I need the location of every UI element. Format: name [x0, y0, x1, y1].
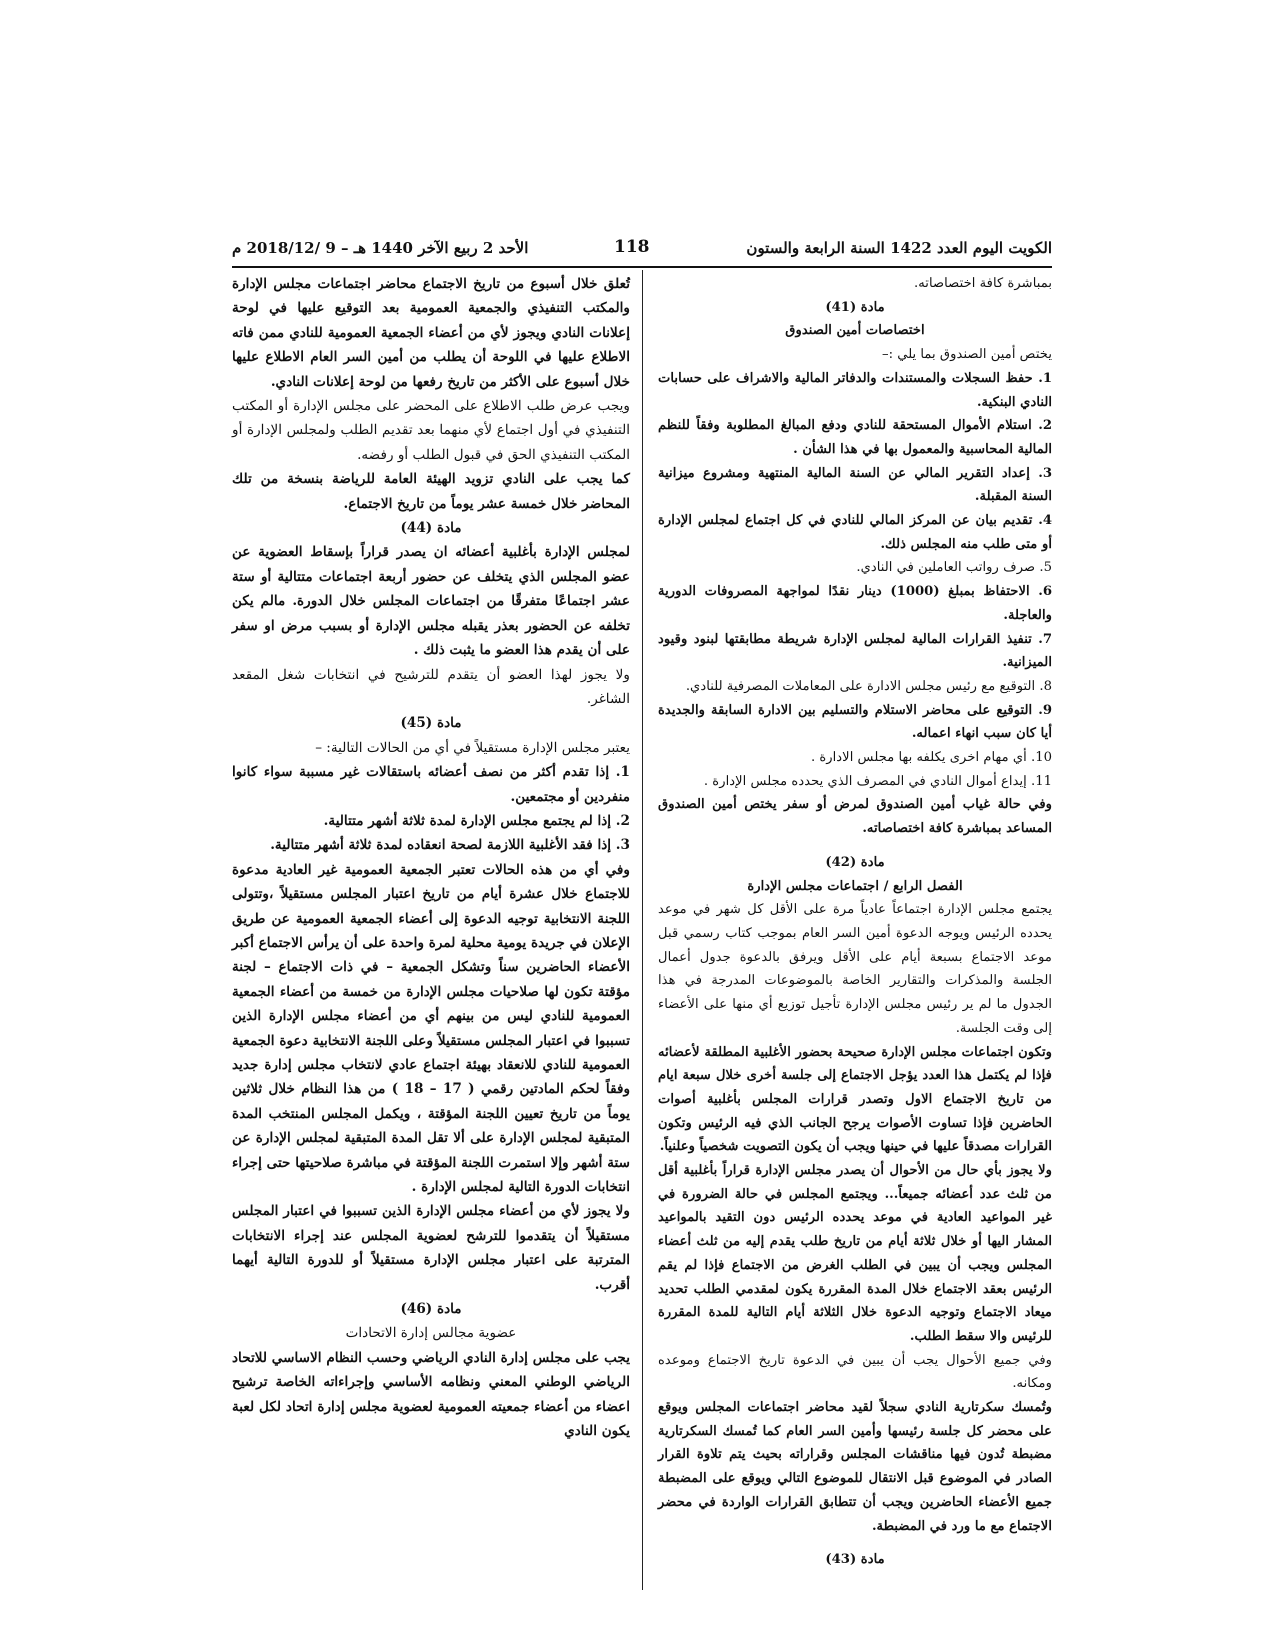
- article-41-item: 3. إعداد التقرير المالي عن السنة المالية المنتهية ومشروع ميزانية السنة المقبلة.: [658, 465, 1052, 505]
- article-41-item: 2. استلام الأموال المستحقة للنادي ودفع المبالغ المطلوبة وفقاً للنظم المالية المحاسبية والمعمول بها في هذا الشأن .: [658, 418, 1052, 457]
- article-41-closing: وفي حالة غياب أمين الصندوق لمرض أو سفر يختص أمين الصندوق المساعد بمباشرة كافة اختصاصاته.: [658, 797, 1052, 837]
- article-41-item: 4. تقديم بيان عن المركز المالي للنادي في كل اجتماع لمجلس الإدارة أو متى طلب منه المجلس ذلك.: [658, 513, 1052, 552]
- article-43-heading: مادة (43): [825, 1552, 885, 1568]
- article-42-paragraph: وفي جميع الأحوال يجب أن يبين في الدعوة تاريخ الاجتماع وموعده ومكانه.: [658, 1352, 1052, 1392]
- article-41-heading: مادة (41): [825, 299, 885, 315]
- article-42-paragraph: يجتمع مجلس الإدارة اجتماعاً عادياً مرة على الأقل كل شهر في موعد يحدده الرئيس ويوجه الدعوة أمين السر العام بموجب كتاب رسمي قبل موعد الاجتماع بسبعة أيام على الأقل ويرفق بالدعوة جدول أعمال الجلسة والمذكرات والتقارير الخاصة بالموضوعات المدرجة في هذا الجدول ما لم ير رئيس مجلس الإدارة تأجيل توزيع أي منها على الأعضاء إلى وقت الجلسة.: [658, 902, 1052, 1036]
- article-46-paragraph: يجب على مجلس إدارة النادي الرياضي وحسب النظام الاساسي للاتحاد الرياضي الوطني المعني ونظامه الأساسي وإجراءاته الخاصة ترشيح اعضاء من أعضاء جمعيته العمومية لعضوية مجلس إدارة اتحاد لكل لعبة يكون النادي: [232, 1349, 630, 1440]
- article-41-item: 7. تنفيذ القرارات المالية لمجلس الإدارة شريطة مطابقتها لبنود وقيود الميزانية.: [658, 631, 1052, 671]
- header-page-number: 118: [614, 237, 650, 257]
- article-41-title: اختصاصات أمين الصندوق: [785, 323, 925, 339]
- article-43-paragraph: كما يجب على النادي تزويد الهيئة العامة للرياضة بنسخة من تلك المحاضر خلال خمسة عشر يوماً من تاريخ الاجتماع.: [232, 471, 630, 512]
- article-45-item: 1. إذا تقدم أكثر من نصف أعضائه باستقالات غير مسببة سواء كانوا منفردين أو مجتمعين.: [232, 764, 630, 805]
- article-45-heading: مادة (45): [400, 715, 462, 732]
- article-41-item: 9. التوقيع على محاضر الاستلام والتسليم بين الادارة السابقة والجديدة أيا كان سبب انهاء اعماله.: [658, 702, 1052, 742]
- article-41-item: 8. التوقيع مع رئيس مجلس الادارة على المعاملات المصرفية للنادي.: [685, 678, 1052, 694]
- column-divider: [642, 270, 643, 1590]
- article-41-item: 5. صرف رواتب العاملين في النادي.: [856, 560, 1052, 576]
- article-42-paragraph: ولا يجوز بأي حال من الأحوال أن يصدر مجلس الإدارة قراراً بأغلبية أقل من ثلث عدد أعضائه جميعاً... ويجتمع المجلس في حالة الضرورة في غير المواعيد العادية في موعد يحدده الرئيس دون التقيد بالمواعيد المشار اليها أو خلال ثلاثة أيام من تاريخ طلب يقدم إليه من ثلث أعضاء المجلس ويجب أن يبين في الطلب الغرض من الاجتماع فإذا لم يقم الرئيس بعقد الاجتماع خلال المدة المقررة يكون لمقدمي الطلب تحديد ميعاد الاجتماع وتوجيه الدعوة خلال الثلاثة أيام التالية للمدة المقررة للرئيس والا سقط الطلب.: [658, 1163, 1052, 1344]
- article-42-title: الفصل الرابع / اجتماعات مجلس الإدارة: [747, 878, 963, 894]
- article-41-item: 6. الاحتفاظ بمبلغ (1000) دينار نقدًا لمواجهة المصروفات الدورية والعاجلة.: [658, 584, 1052, 623]
- article-42-paragraph: وتُمسك سكرتارية النادي سجلاً لقيد محاضر اجتماعات المجلس ويوقع على محضر كل جلسة رئيسها وأمين السر العام كما تُمسك السكرتارية مضبطة تُدون فيها مناقشات المجلس وقراراته بحيث يتم تلاوة القرار الصادر في الموضوع قبل الانتقال للموضوع التالي ويوقع على المضبطة جميع الأعضاء الحاضرين ويجب أن تتطابق القرارات الواردة في محضر الاجتماع مع ما ورد في المضبطة.: [658, 1400, 1052, 1534]
- left-column: [232, 272, 630, 1444]
- article-43-paragraph: تُعلق خلال أسبوع من تاريخ الاجتماع محاضر اجتماعات مجلس الإدارة والمكتب التنفيذي والجمعية العمومية بعد التوقيع عليها في لوحة إعلانات النادي ويجوز لأي من أعضاء الجمعية العمومية للنادي ممن فاته الاطلاع عليها في اللوحة أن يطلب من أمين السر العام الاطلاع عليها خلال أسبوع على الأكثر من تاريخ رفعها من لوحة إعلانات النادي.: [232, 276, 630, 390]
- article-41-item: 1. حفظ السجلات والمستندات والدفاتر المالية والاشراف على حسابات النادي البنكية.: [658, 370, 1052, 410]
- article-46-heading: مادة (46): [400, 1301, 462, 1318]
- article-45-item: 2. إذا لم يجتمع مجلس الإدارة لمدة ثلاثة أشهر متتالية.: [323, 812, 630, 829]
- article-42-heading: مادة (42): [825, 854, 885, 870]
- article-45-item: 3. إذا فقد الأغلبية اللازمة لصحة انعقاده لمدة ثلاثة أشهر متتالية.: [270, 837, 630, 854]
- article-44-heading: مادة (44): [400, 520, 462, 537]
- header-rule: [232, 266, 1052, 268]
- article-44-paragraph: لمجلس الإدارة بأغلبية أعضائه ان يصدر قراراً بإسقاط العضوية عن عضو المجلس الذي يتخلف عن حضور أربعة اجتماعات متتالية أو ستة عشر اجتماعًا متفرقًا من اجتماعات المجلس خلال الدورة. مالم يكن تخلفه عن الحضور بعذر يقبله مجلس الإدارة أو بسبب مرض او سفر على أن يقدم هذا العضو ما يثبت ذلك .: [232, 544, 630, 659]
- article-45-lead: يعتبر مجلس الإدارة مستقيلاً في أي من الحالات التالية: –: [315, 739, 630, 756]
- article-43-paragraph: ويجب عرض طلب الاطلاع على المحضر على مجلس الإدارة أو المكتب التنفيذي في أول اجتماع لأي منهما بعد تقديم الطلب ولمجلس الإدارة أو المكتب التنفيذي الحق في قبول الطلب أو رفضه.: [232, 398, 630, 463]
- header-date: الأحد 2 ربيع الآخر 1440 هـ – 9 /2018/12 م: [232, 239, 529, 257]
- article-46-title: عضوية مجالس إدارة الاتحادات: [345, 1325, 517, 1342]
- header-publication: الكويت اليوم العدد 1422 السنة الرابعة والستون: [746, 239, 1052, 257]
- article-42-paragraph: وتكون اجتماعات مجلس الإدارة صحيحة بحضور الأغلبية المطلقة لأعضائه فإذا لم يكتمل هذا العدد يؤجل الاجتماع إلى جلسة أخرى خلال سبعة ايام من تاريخ الاجتماع الاول وتصدر قرارات المجلس بأغلبية أصوات الحاضرين فإذا تساوت الأصوات يرجح الجانب الذي فيه الرئيس وتكون القرارات مصدقاً عليها في حينها ويجب أن يكون التصويت شخصياً وعلنياً.: [658, 1044, 1052, 1155]
- article-41-lead: يختص أمين الصندوق بما يلي :–: [881, 347, 1052, 363]
- continuation-text: بمباشرة كافة اختصاصاته.: [914, 276, 1052, 291]
- right-column: [658, 272, 1052, 1572]
- article-41-item: 10. أي مهام اخرى يكلفه بها مجلس الادارة .: [810, 750, 1052, 766]
- article-45-paragraph: وفي أي من هذه الحالات تعتبر الجمعية العمومية غير العادية مدعوة للاجتماع خلال عشرة أيام من تاريخ اعتبار المجلس مستقيلاً ،وتتولى اللجنة الانتخابية توجيه الدعوة إلى أعضاء الجمعية العمومية عن طريق الإعلان في جريدة يومية محلية لمرة واحدة على أن يرأس الاجتماع أكبر الأعضاء الحاضرين سناً وتشكل الجمعية – في ذات الاجتماع – لجنة مؤقتة تكون لها صلاحيات مجلس الإدارة من خمسة من أعضاء الجمعية العمومية للنادي ليس من بينهم أي من أعضاء مجلس الإدارة الذين تسببوا في اعتبار المجلس مستقيلاً وعلى اللجنة الانتخابية دعوة الجمعية العمومية للنادي للانعقاد بهيئة اجتماع عادي لانتخاب مجلس إدارة جديد وفقاً لحكم المادتين رقمي ( 17 – 18 ) من هذا النظام خلال ثلاثين يوماً من تاريخ تعيين اللجنة المؤقتة ، ويكمل المجلس المنتخب المدة المتبقية لمجلس الإدارة على ألا تقل المدة المتبقية لمجلس الإدارة عن ستة أشهر وإلا استمرت اللجنة المؤقتة في مباشرة صلاحيتها حتى إجراء انتخابات الدورة التالية لمجلس الإدارة .: [232, 861, 631, 1196]
- article-45-paragraph: ولا يجوز لأي من أعضاء مجلس الإدارة الذين تسببوا في اعتبار المجلس مستقيلاً أن يتقدموا للترشح لعضوية المجلس عند إجراء الانتخابات المترتبة على اعتبار مجلس الإدارة مستقيلاً أو للدورة التالية أيهما أقرب.: [232, 1203, 630, 1293]
- article-44-paragraph: ولا يجوز لهذا العضو أن يتقدم للترشيح في انتخابات شغل المقعد الشاغر.: [232, 666, 630, 707]
- page-header: [232, 237, 1052, 263]
- article-41-item: 11. إيداع أموال النادي في المصرف الذي يحدده مجلس الإدارة .: [703, 773, 1052, 789]
